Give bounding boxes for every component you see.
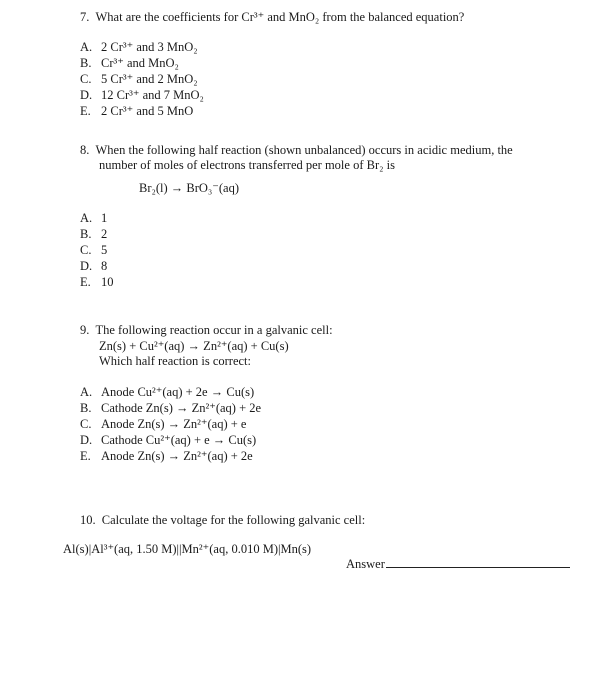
option-8c[interactable]: C. 5 — [80, 243, 108, 257]
question-8-number: 8. — [80, 143, 90, 157]
option-8d[interactable]: D. 8 — [80, 259, 108, 273]
option-7b[interactable]: B. Cr³⁺ and MnO₂ — [80, 56, 179, 70]
option-9a[interactable]: A. Anode Cu²⁺(aq) + 2e → Cu(s) — [80, 385, 255, 399]
option-9e[interactable]: E. Anode Zn(s) → Zn²⁺(aq) + 2e — [80, 449, 253, 463]
option-7a[interactable]: A. 2 Cr³⁺ and 3 MnO₂ — [80, 40, 198, 54]
option-7e[interactable]: E. 2 Cr³⁺ and 5 MnO — [80, 104, 194, 118]
answer-label: Answer — [346, 557, 385, 571]
option-7c[interactable]: C. 5 Cr³⁺ and 2 MnO₂ — [80, 72, 198, 86]
option-9d[interactable]: D. Cathode Cu²⁺(aq) + e → Cu(s) — [80, 433, 257, 447]
option-8e[interactable]: E. 10 — [80, 275, 114, 289]
question-9-reaction: Zn(s) + Cu²⁺(aq) → Zn²⁺(aq) + Cu(s) — [99, 339, 289, 353]
question-10 — [80, 512, 365, 528]
question-8-equation: Br₂(l) → BrO₃⁻(aq) — [139, 181, 240, 195]
option-7d[interactable]: D. 12 Cr³⁺ and 7 MnO₂ — [80, 88, 204, 102]
question-9-line3: Which half reaction is correct: — [99, 354, 252, 368]
question-7-number: 7. — [80, 10, 90, 24]
question-7 — [80, 9, 464, 25]
question-8-options — [80, 210, 114, 290]
question-8 — [80, 142, 513, 158]
question-9-text-line1: The following reaction occur in a galvanic cell: — [95, 323, 333, 337]
option-8b[interactable]: B. 2 — [80, 227, 108, 241]
question-10-number: 10. — [80, 513, 96, 527]
question-10-text: Calculate the voltage for the following galvanic cell: — [101, 513, 366, 527]
option-9c[interactable]: C. Anode Zn(s) → Zn²⁺(aq) + e — [80, 417, 247, 431]
question-7-options — [80, 39, 204, 119]
question-7-text: What are the coefficients for Cr³⁺ and MnO₂ from the balanced equation? — [95, 10, 465, 24]
option-8a[interactable]: A. 1 — [80, 211, 108, 225]
option-9b[interactable]: B. Cathode Zn(s) → Zn²⁺(aq) + 2e — [80, 401, 262, 415]
question-9 — [80, 322, 333, 338]
question-9-options — [80, 384, 261, 464]
question-9-number: 9. — [80, 323, 90, 337]
answer-input-line[interactable] — [386, 556, 570, 568]
question-8-line2: number of moles of electrons transferred per mole of Br₂ is — [99, 158, 395, 172]
question-10-cell-notation: Al(s)|Al³⁺(aq, 1.50 M)||Mn²⁺(aq, 0.010 M)|Mn(s) — [63, 542, 312, 556]
question-8-text-line1: When the following half reaction (shown unbalanced) occurs in acidic medium, the — [95, 143, 513, 157]
answer-area — [346, 556, 570, 572]
